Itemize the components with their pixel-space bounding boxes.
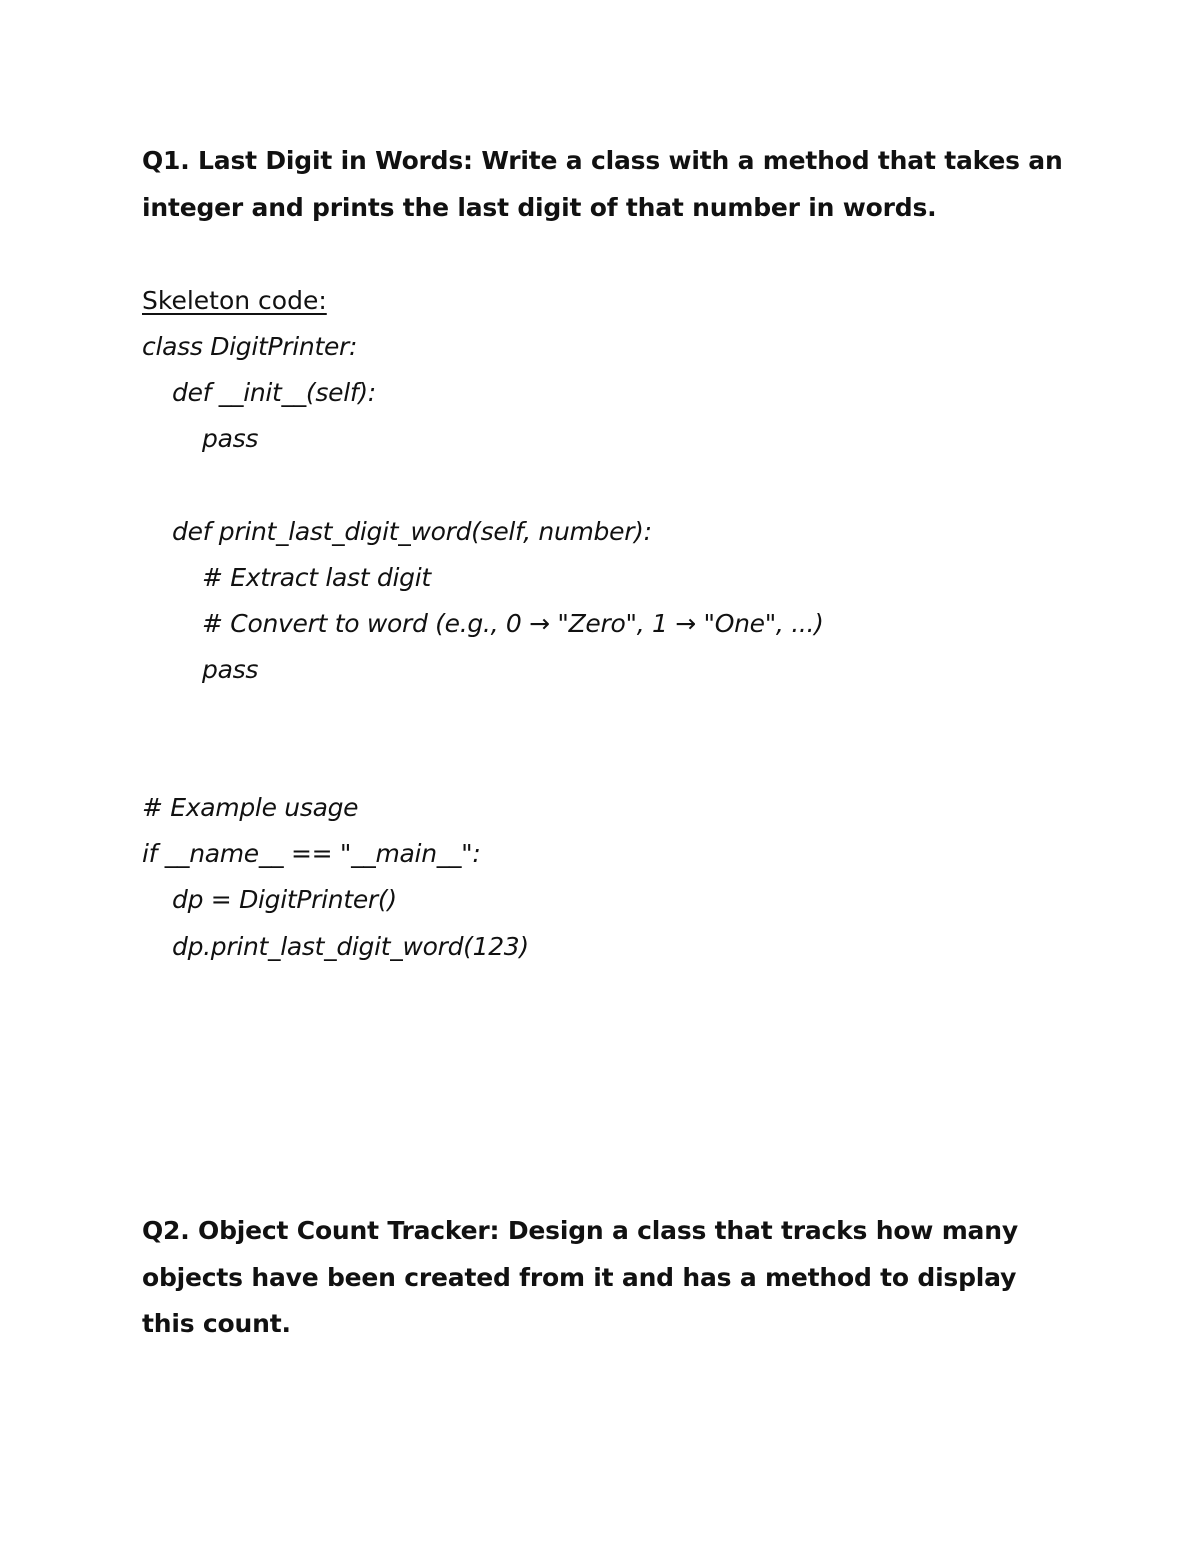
code-line-method-call: dp.print_last_digit_word(123) — [172, 932, 529, 961]
code-line-instantiate: dp = DigitPrinter() — [172, 885, 397, 914]
code-line-method-def: def print_last_digit_word(self, number): — [172, 517, 652, 546]
question-2: Q2. Object Count Tracker: Design a class that tracks how many objects have been created from it and has a method to display this count. — [142, 1216, 1018, 1338]
code-line-init-pass: pass — [202, 424, 259, 453]
code-line-main-guard: if __name__ == "__main__": — [142, 839, 481, 868]
skeleton-code-heading: Skeleton code: — [142, 286, 327, 315]
question-1: Q1. Last Digit in Words: Write a class with a method that takes an integer and prints the last digit of that number in words. — [142, 146, 1063, 222]
code-line-class-def: class DigitPrinter: — [142, 332, 358, 361]
code-line-init-def: def __init__(self): — [172, 378, 376, 407]
code-line-method-pass: pass — [202, 655, 259, 684]
code-line-comment-extract: # Extract last digit — [202, 563, 431, 592]
code-line-example-comment: # Example usage — [142, 793, 359, 822]
code-line-comment-convert: # Convert to word (e.g., 0 → "Zero", 1 → "One", ...) — [202, 609, 824, 638]
